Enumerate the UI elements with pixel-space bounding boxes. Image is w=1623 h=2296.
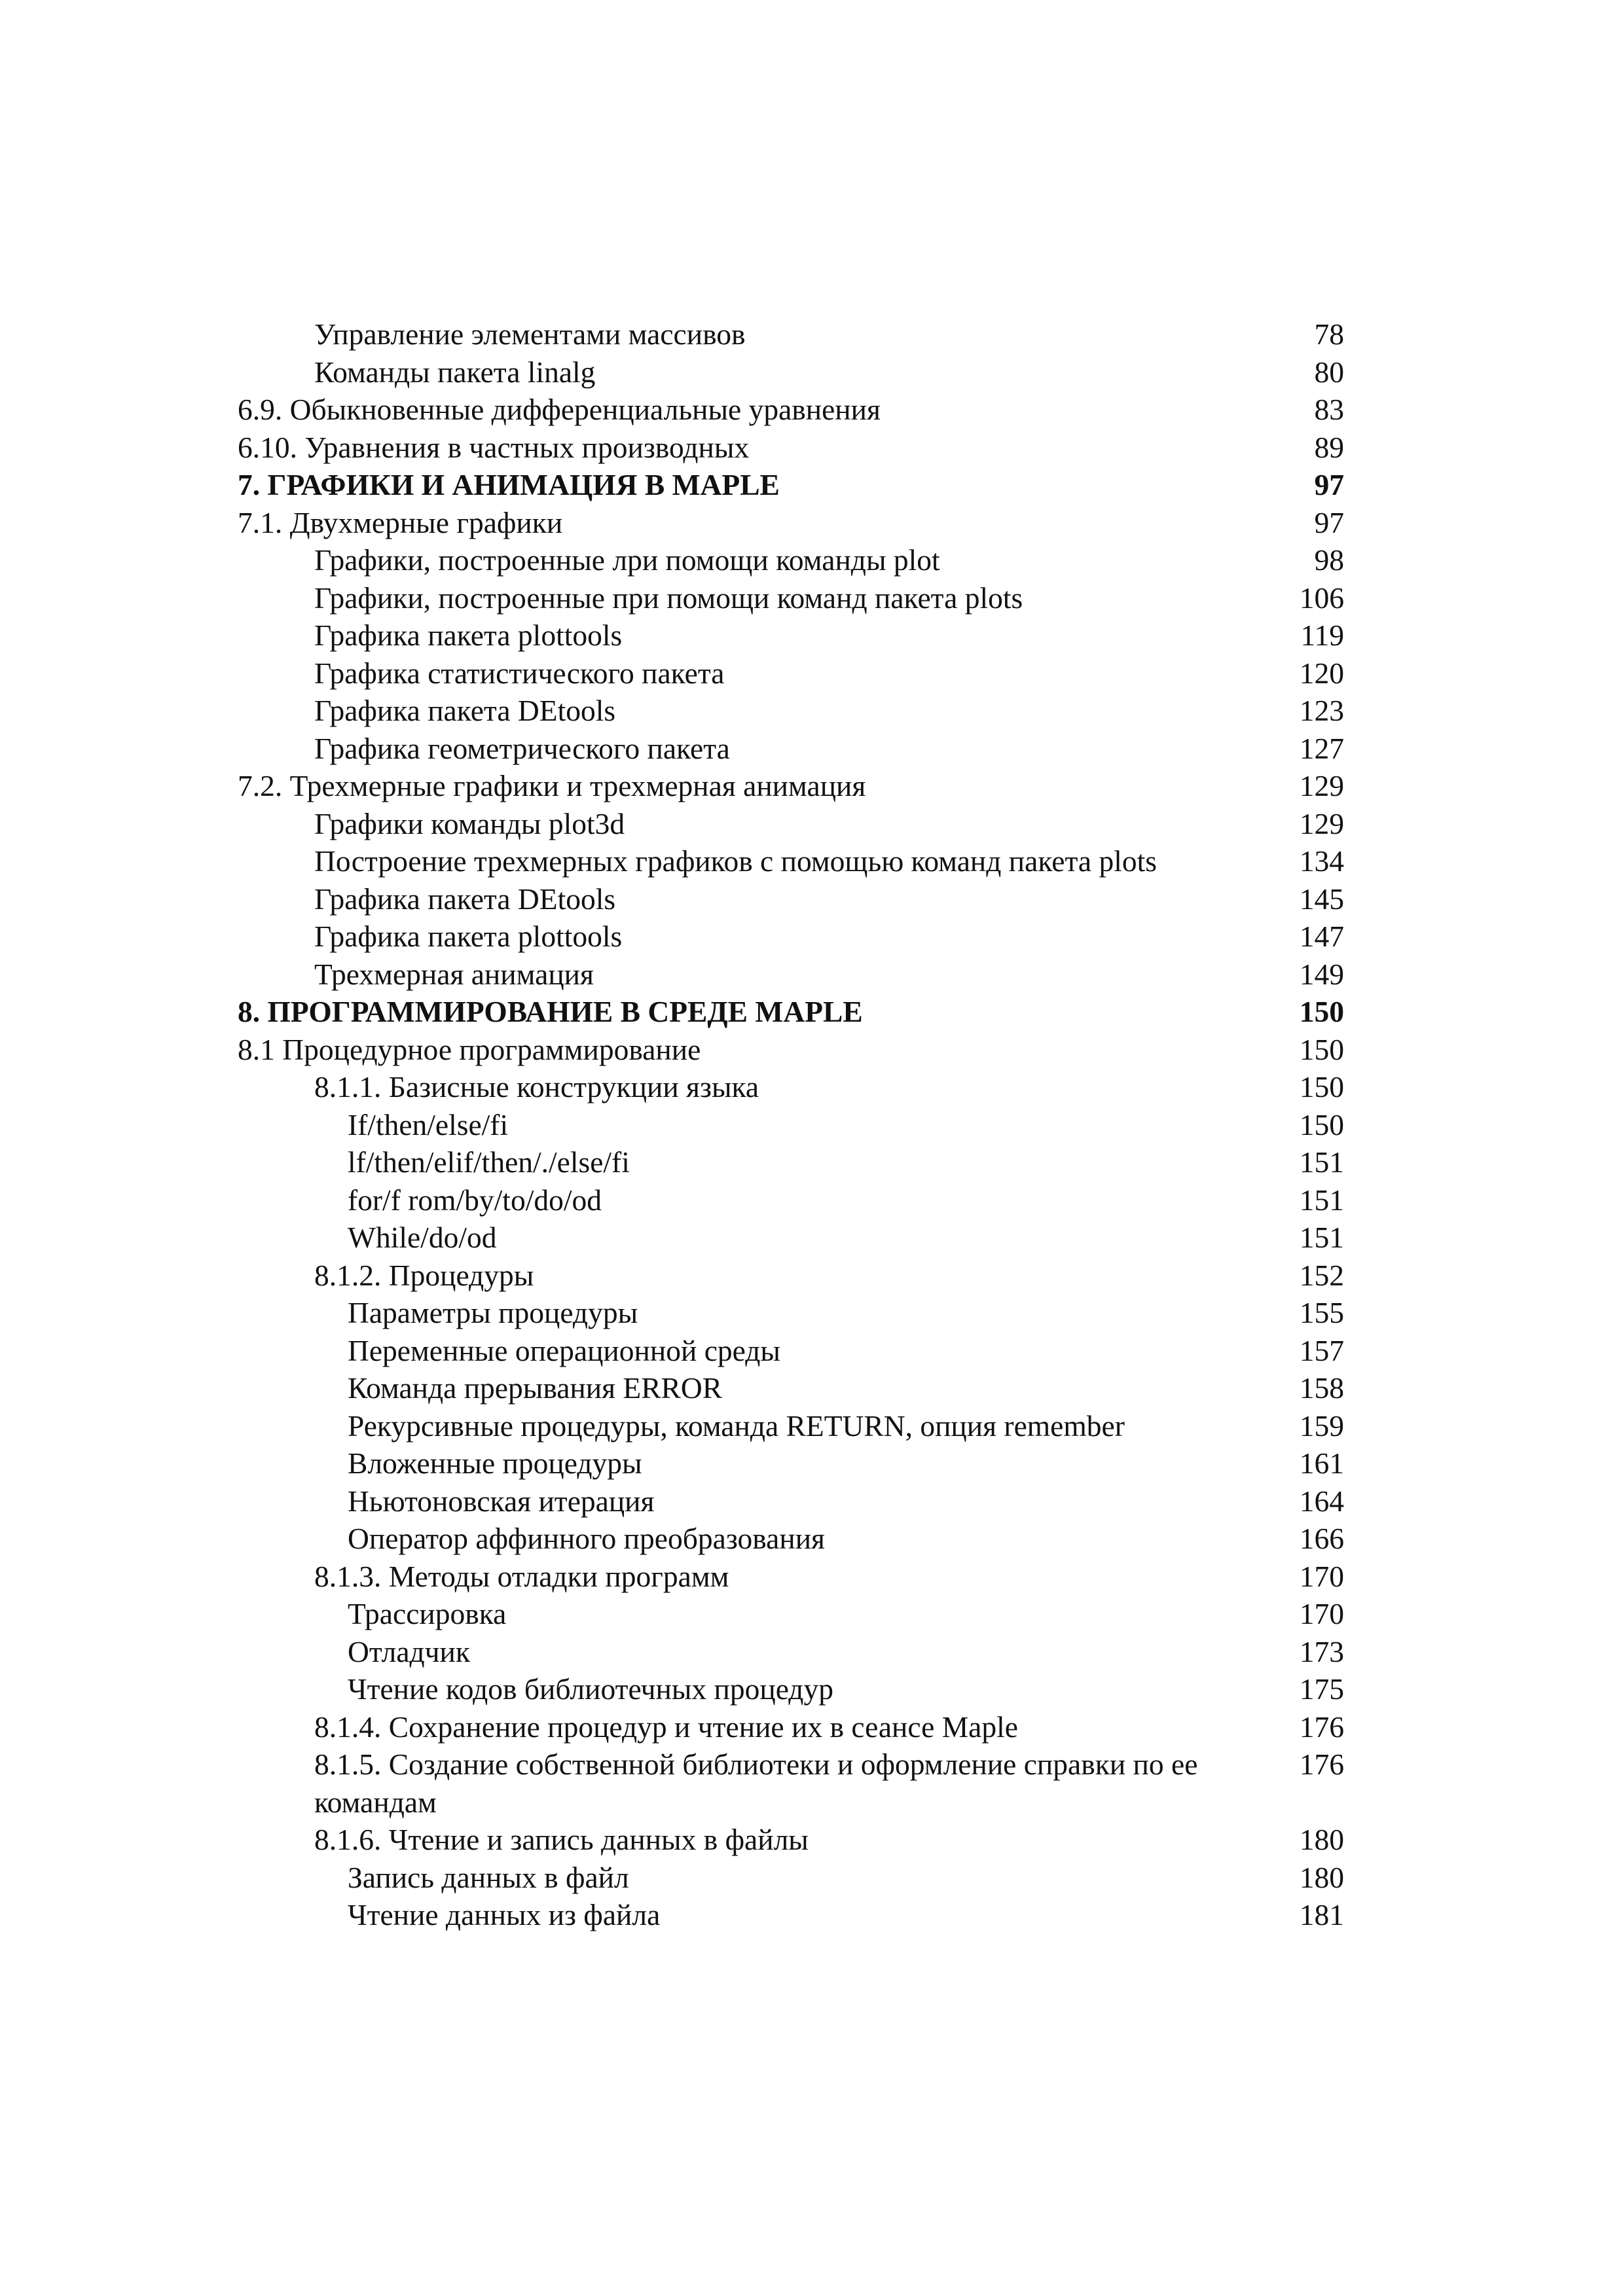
toc-row <box>238 1444 1344 1482</box>
toc-row <box>238 1520 1344 1558</box>
toc-entry-title: 7.2. Трехмерные графики и трехмерная анимация <box>238 769 866 802</box>
toc-entry-page-number: 161 <box>1299 1446 1344 1480</box>
toc-entry-page-number: 150 <box>1299 1107 1344 1141</box>
toc-row <box>238 1407 1344 1445</box>
toc-entry-title: Чтение данных из файла <box>348 1898 661 1931</box>
toc-row <box>238 1031 1344 1069</box>
toc-entry-page-number: 155 <box>1299 1296 1344 1329</box>
toc-entry-page-number: 157 <box>1299 1333 1344 1367</box>
toc-entry-page-number: 80 <box>1314 355 1344 389</box>
toc-row <box>238 1219 1344 1257</box>
toc-entry-title: 8.1.3. Методы отладки программ <box>314 1559 729 1593</box>
toc-entry-page-number: 164 <box>1299 1484 1344 1518</box>
toc-row <box>238 617 1344 655</box>
toc-entry-title: Графики, построенные при помощи команд пакета plots <box>314 581 1023 615</box>
toc-entry-page-number: 134 <box>1299 844 1344 878</box>
toc-entry-title: 8.1.6. Чтение и запись данных в файлы <box>314 1823 809 1856</box>
toc-entry-page-number: 98 <box>1314 543 1344 577</box>
toc-entry-title: 6.10. Уравнения в частных производных <box>238 430 750 464</box>
toc-row <box>238 315 1344 353</box>
toc-entry-page-number: 170 <box>1299 1559 1344 1593</box>
toc-entry-title: While/do/od <box>348 1221 497 1254</box>
toc-entry-title: 7.1. Двухмерные графики <box>238 505 563 539</box>
toc-entry-title: Графика статистического пакета <box>314 656 725 690</box>
toc-entry-page-number: 150 <box>1299 1070 1344 1103</box>
toc-row <box>238 692 1344 730</box>
toc-row <box>238 1332 1344 1370</box>
toc-row <box>238 579 1344 617</box>
toc-entry-page-number: 166 <box>1299 1522 1344 1555</box>
toc-entry-title: 6.9. Обыкновенные дифференциальные уравнения <box>238 393 881 426</box>
toc-row <box>238 1896 1344 1934</box>
toc-entry-title: Графика пакета DEtools <box>314 694 616 727</box>
toc-row <box>238 391 1344 429</box>
toc-row <box>238 1369 1344 1407</box>
toc-row <box>238 805 1344 843</box>
toc-entry-page-number: 170 <box>1299 1597 1344 1630</box>
toc-entry-title: 8.1.1. Базисные конструкции языка <box>314 1070 759 1103</box>
toc-entry-page-number: 129 <box>1299 806 1344 840</box>
toc-entry-title: Отладчик <box>348 1634 470 1668</box>
toc-entry-page-number: 180 <box>1299 1823 1344 1856</box>
toc-entry-page-number: 106 <box>1299 581 1344 615</box>
toc-row <box>238 429 1344 467</box>
toc-row <box>238 1482 1344 1520</box>
toc-entry-page-number: 83 <box>1314 393 1344 426</box>
toc-entry-title: Запись данных в файл <box>348 1860 629 1894</box>
toc-row <box>238 1181 1344 1219</box>
toc-entry-page-number: 123 <box>1299 694 1344 727</box>
toc-entry-page-number: 89 <box>1314 430 1344 464</box>
toc-entry-title: Вложенные процедуры <box>348 1446 642 1480</box>
toc-row <box>238 504 1344 542</box>
toc-row <box>238 1821 1344 1859</box>
toc-row <box>238 1633 1344 1671</box>
toc-entry-page-number: 129 <box>1299 769 1344 802</box>
toc-row <box>238 1595 1344 1633</box>
toc-entry-page-number: 158 <box>1299 1371 1344 1405</box>
toc-entry-title: Графики, построенные лри помощи команды plot <box>314 543 940 577</box>
toc-row <box>238 1106 1344 1144</box>
toc-entry-page-number: 120 <box>1299 656 1344 690</box>
toc-entry-title: Графика геометрического пакета <box>314 731 730 765</box>
toc-entry-title: If/then/else/fi <box>348 1107 509 1141</box>
toc-row <box>238 842 1344 880</box>
toc-entry-title: Переменные операционной среды <box>348 1333 780 1367</box>
toc-entry-page-number: 97 <box>1314 505 1344 539</box>
toc-row <box>238 1294 1344 1332</box>
toc-entry-page-number: 150 <box>1299 1032 1344 1066</box>
toc-entry-title: Управление элементами массивов <box>314 317 746 351</box>
toc-entry-title: Рекурсивные процедуры, команда RETURN, опция remember <box>348 1408 1125 1443</box>
toc-row <box>238 1746 1344 1821</box>
toc-entry-title: Построение трехмерных графиков с помощью команд пакета plots <box>314 844 1157 878</box>
toc-entry-title: Команда прерывания ERROR <box>348 1371 723 1405</box>
toc-entry-title: 8.1.4. Сохранение процедур и чтение их в сеансе Maple <box>314 1710 1018 1744</box>
toc-row <box>238 1708 1344 1746</box>
toc-entry-page-number: 149 <box>1299 957 1344 991</box>
toc-entry-title: Графика пакета DEtools <box>314 882 616 916</box>
toc-row <box>238 1670 1344 1708</box>
toc-row <box>238 880 1344 918</box>
toc-row <box>238 1143 1344 1181</box>
toc-row <box>238 767 1344 805</box>
toc-entry-title: Оператор аффинного преобразования <box>348 1522 825 1555</box>
toc-entry-page-number: 147 <box>1299 920 1344 953</box>
toc-entry-title: 8.1.2. Процедуры <box>314 1258 534 1292</box>
toc-entry-page-number: 176 <box>1299 1748 1344 1781</box>
toc-row <box>238 353 1344 391</box>
toc-entry-title: 7. ГРАФИКИ И АНИМАЦИЯ В MAPLE <box>238 468 780 501</box>
toc-row <box>238 1558 1344 1596</box>
toc-entry-title: lf/then/elif/then/./else/fi <box>348 1145 630 1179</box>
toc-row <box>238 918 1344 956</box>
toc-entry-page-number: 181 <box>1299 1898 1344 1931</box>
toc-chapter-row <box>238 993 1344 1031</box>
toc-entry-page-number: 151 <box>1299 1145 1344 1179</box>
toc-entry-page-number: 78 <box>1314 317 1344 351</box>
toc-row <box>238 541 1344 579</box>
toc-entry-page-number: 150 <box>1299 995 1344 1028</box>
toc-entry-page-number: 159 <box>1299 1408 1344 1443</box>
toc-row <box>238 1068 1344 1106</box>
toc-entry-title: Команды пакета linalg <box>314 355 596 389</box>
toc-entry-page-number: 173 <box>1299 1634 1344 1668</box>
toc-entry-page-number: 119 <box>1300 619 1344 652</box>
toc-entry-title: Параметры процедуры <box>348 1296 638 1329</box>
toc-entry-title: Ньютоновская итерация <box>348 1484 655 1518</box>
toc-entry-page-number: 127 <box>1299 731 1344 765</box>
toc-entry-title: 8.1 Процедурное программирование <box>238 1032 701 1066</box>
toc-entry-page-number: 152 <box>1299 1258 1344 1292</box>
toc-row <box>238 730 1344 768</box>
toc-entry-page-number: 180 <box>1299 1860 1344 1894</box>
toc-entry-title: 8. ПРОГРАММИРОВАНИЕ В СРЕДЕ MAPLE <box>238 995 863 1028</box>
toc-entry-page-number: 175 <box>1299 1672 1344 1706</box>
toc-entry-title: Графика пакета plottools <box>314 619 623 652</box>
toc-entry-title: Трехмерная анимация <box>314 957 594 991</box>
toc-entry-title: Графика пакета plottools <box>314 920 623 953</box>
toc-chapter-row <box>238 466 1344 504</box>
toc-entry-title: Трассировка <box>348 1597 507 1630</box>
toc-entry-title: for/f rom/by/to/do/od <box>348 1183 602 1217</box>
toc-row <box>238 1257 1344 1295</box>
toc-entry-title: Графики команды plot3d <box>314 806 625 840</box>
toc-entry-page-number: 145 <box>1299 882 1344 916</box>
toc-row <box>238 655 1344 692</box>
toc-entry-title: 8.1.5. Создание собственной библиотеки и оформление справки по ее командам <box>314 1748 1198 1819</box>
toc-entry-page-number: 151 <box>1299 1183 1344 1217</box>
toc-row <box>238 956 1344 994</box>
table-of-contents <box>238 315 1344 1934</box>
toc-row <box>238 1859 1344 1897</box>
toc-entry-page-number: 97 <box>1314 468 1344 501</box>
toc-entry-title: Чтение кодов библиотечных процедур <box>348 1672 833 1706</box>
toc-entry-page-number: 151 <box>1299 1221 1344 1254</box>
toc-entry-page-number: 176 <box>1299 1710 1344 1744</box>
